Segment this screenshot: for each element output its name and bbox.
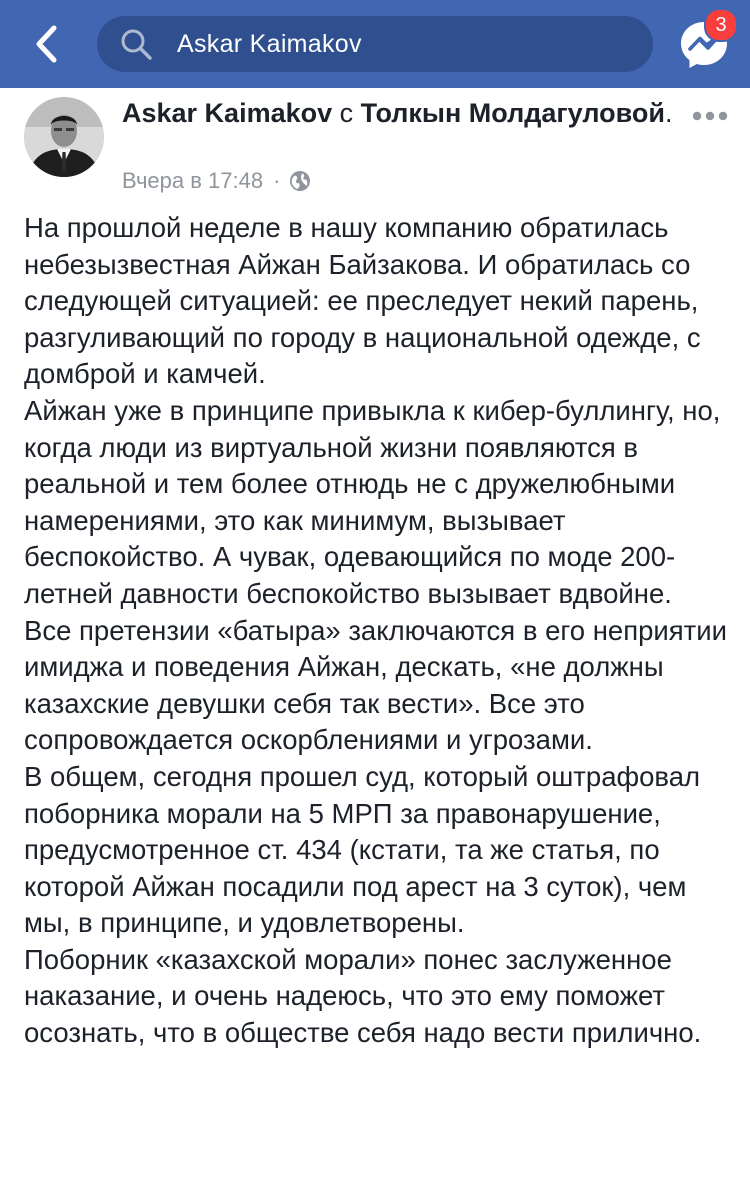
post-meta [122,168,312,194]
post-paragraph: Все претензии «батыра» заключаются в его неприятии имиджа и поведения Айжан, дескать, «не должны казахские девушки себя так вести». Все это сопровождается оскорблениями и угрозами. [24,614,727,756]
post-text [24,210,730,1052]
search-icon [119,27,153,61]
post-paragraph: Айжан уже в принципе привыкла к кибер-буллингу, но, когда люди из виртуальной жизни появляются в реальной и тем более отнюдь не с дружелюбными намерениями, это как минимум, вызывает беспокойство. А чувак, одевающийся по моде 200-летней давности беспокойство вызывает вдвойне. [24,394,721,609]
back-button[interactable] [24,20,68,68]
top-bar [0,0,750,88]
post-paragraph: Поборник «казахской морали» понес заслуженное наказание, и очень надеюсь, что это ему поможет осознать, что в обществе себя надо вести прилично. [24,943,702,1049]
meta-separator: · [273,168,281,193]
globe-icon [288,169,312,193]
more-options-button[interactable] [690,104,730,128]
search-input[interactable] [97,16,653,72]
notification-badge: 3 [704,8,738,42]
chevron-left-icon [33,24,59,64]
with-word: с [339,98,354,128]
post-paragraph: На прошлой неделе в нашу компанию обратилась небезызвестная Айжан Байзакова. И обратилась со следующей ситуацией: ее преследует некий парень, разгуливающий по городу в национальной одежде, с домброй и камчей. [24,212,701,390]
tag-period: . [664,98,673,128]
timestamp[interactable]: Вчера в 17:48 [122,168,264,193]
post-paragraph: В общем, сегодня прошел суд, который оштрафовал поборника морали на 5 МРП за правонарушение, предусмотренное ст. 434 (кстати, та же статья, по которой Айжан посадили под арест на 3 суток), чем мы, в принципе, и удовлетворены. [24,760,701,939]
tagged-person[interactable]: Толкын Молдагуловой [360,98,665,128]
post-header [122,96,682,130]
search-query[interactable]: Askar Kaimakov [177,29,362,58]
author-name[interactable]: Askar Kaimakov [122,98,333,128]
more-dots-icon [690,104,730,128]
avatar[interactable] [24,97,104,177]
